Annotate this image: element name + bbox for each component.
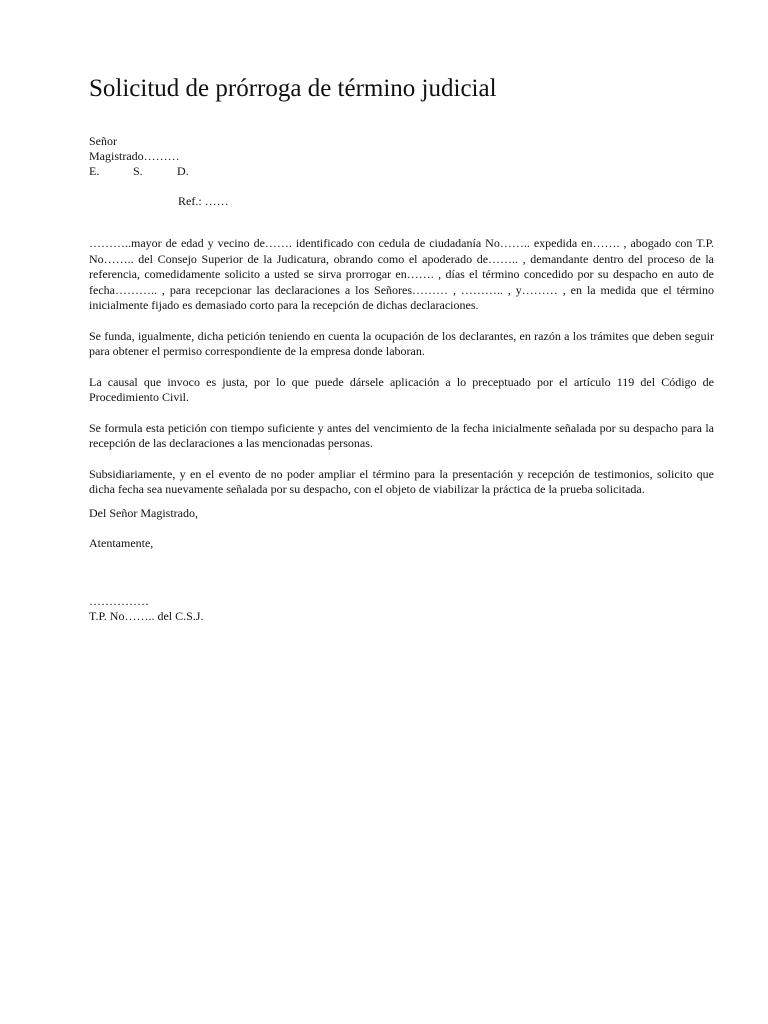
- esd-line: [89, 164, 221, 179]
- closing-salutation: Del Señor Magistrado,: [89, 506, 198, 520]
- esd-s: S.: [133, 164, 143, 178]
- closing-regards: Atentamente,: [89, 536, 154, 550]
- document-title: Solicitud de prórroga de término judicial: [89, 75, 497, 102]
- body-paragraph-4: Se formula esta petición con tiempo suficiente y antes del vencimiento de la fecha inicialmente señalada por su despacho para la recepción de las declaraciones a las mencionadas personas.: [89, 420, 714, 450]
- closing-block: [89, 506, 198, 566]
- body-paragraph-2: Se funda, igualmente, dicha petición teniendo en cuenta la ocupación de los declarantes, en razón a los trámites que deben seguir para obtener el permiso correspondiente de la empresa donde laboran.: [89, 328, 714, 358]
- addressee-block: [89, 134, 221, 179]
- body-paragraph-5: Subsidiariamente, y en el evento de no poder ampliar el término para la presentación y recepción de testimonios, solicito que dicha fecha sea nuevamente señalada por su despacho, con el objeto de viabilizar la práctica de la prueba solicitada.: [89, 466, 714, 496]
- addressee-title: Magistrado………: [89, 149, 180, 163]
- letter-body: [89, 236, 714, 513]
- signature-block: [89, 594, 203, 624]
- addressee-salutation: Señor: [89, 134, 117, 148]
- esd-e: E.: [89, 164, 100, 178]
- body-paragraph-3: La causal que invoco es justa, por lo que puede dársele aplicación a lo preceptuado por el artículo 119 del Código de Procedimiento Civil.: [89, 374, 714, 404]
- signature-registration: T.P. No…….. del C.S.J.: [89, 609, 204, 623]
- reference-line: Ref.: ……: [178, 194, 229, 208]
- body-paragraph-1: ………..mayor de edad y vecino de……. identificado con cedula de ciudadanía No…….. expedida en……. , abogado con T.P. No…….. del Consejo Superior de la Judicatura, obrando como el apoderado de…….. , demandante dentro del proceso de la referencia, comedidamente solicito a usted se sirva prorrogar en……. , días el término concedido por su despacho en auto de fecha……….. , para recepcionar las declaraciones a los Señores……… , ……….. , y……… , en la medida que el término inicialmente fijado es demasiado corto para la recepción de dichas declaraciones.: [89, 236, 714, 312]
- signature-line: ……………: [89, 594, 149, 608]
- esd-d: D.: [177, 164, 189, 178]
